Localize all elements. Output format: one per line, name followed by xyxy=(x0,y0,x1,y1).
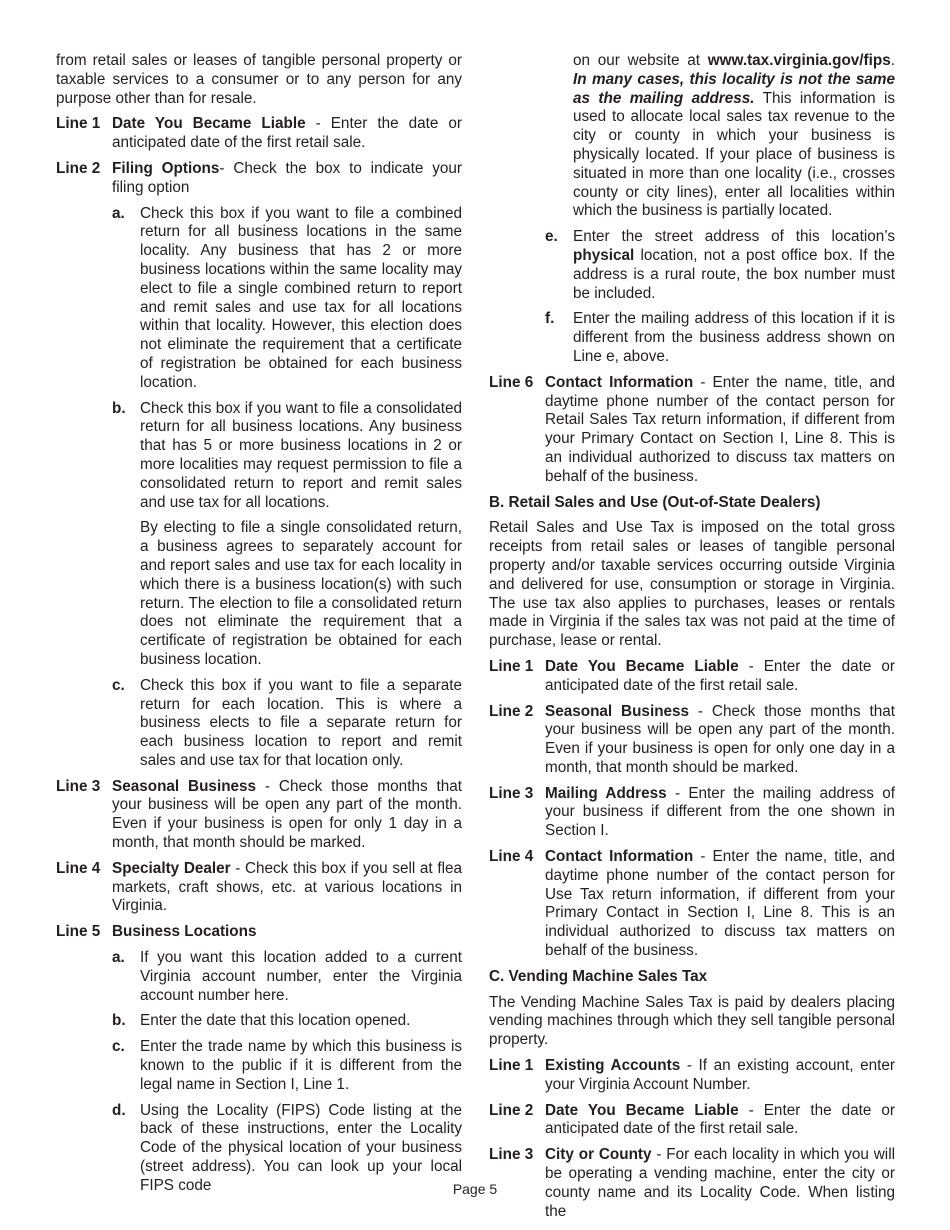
section-b-line-4 xyxy=(489,848,895,961)
location-item-c xyxy=(112,1038,462,1094)
item-text: Enter the mailing address of this location if it is different from the business address shown on Line e, above. xyxy=(573,310,895,365)
item-text: Check this box if you want to file a separate return for each location. This is where a business elects to file a separate return for each business location to report and remit sales and use tax for that location only. xyxy=(140,676,462,769)
line-number: Line 4 xyxy=(56,859,101,877)
text-span: . xyxy=(890,52,895,69)
text-span: on our website at xyxy=(573,52,708,69)
line-number: Line 1 xyxy=(489,657,534,675)
section-b-line-3 xyxy=(489,785,895,841)
line-title: Contact Information xyxy=(545,848,694,866)
item-letter: f. xyxy=(545,310,555,328)
line-4-specialty-dealer xyxy=(56,860,462,916)
line-number: Line 2 xyxy=(489,1101,534,1119)
section-c-heading: C. Vending Machine Sales Tax xyxy=(489,967,708,985)
text-span: Enter the street address of this location’s xyxy=(573,228,895,246)
item-letter: d. xyxy=(112,1101,126,1119)
text-span: This information is used to allocate local sales tax revenue to the city or county in which your business is physically located. If your place of business is situated in more than one locality (i.e., crosses county or city lines), enter all localities within which the business is partially located. xyxy=(573,89,895,220)
section-b-line-2 xyxy=(489,703,895,778)
line-title: Contact Information xyxy=(545,373,694,391)
line-6-contact-information xyxy=(489,374,895,487)
line-title: Date You Became Liable xyxy=(545,1101,739,1119)
emphasis-note: In many cases, this locality is not the same as the mailing address. xyxy=(573,70,895,107)
line-text: - Enter the date or anticipated date of the first retail sale. xyxy=(545,1101,896,1138)
line-title: Existing Accounts xyxy=(545,1057,681,1075)
line-number: Line 1 xyxy=(489,1057,534,1075)
item-letter: a. xyxy=(112,204,125,222)
line-text: - Check the box to indicate your filing option xyxy=(112,159,462,196)
location-item-d-continuation xyxy=(573,52,895,221)
line-text: - Enter the date or anticipated date of the first retail sale. xyxy=(545,657,896,694)
item-letter: c. xyxy=(112,1038,125,1056)
item-letter: a. xyxy=(112,949,125,967)
line-title: Business Locations xyxy=(112,923,257,941)
section-c-line-2 xyxy=(489,1102,895,1140)
filing-option-b xyxy=(112,400,462,513)
intro-paragraph: from retail sales or leases of tangible personal property or taxable services to a consumer or to any person for any purpose other than for resale. xyxy=(56,52,462,107)
location-item-b xyxy=(112,1012,462,1031)
item-text: Enter the trade name by which this business is known to the public if it is different from the legal name in Section I, Line 1. xyxy=(140,1038,462,1093)
line-text: - Check this box if you sell at flea markets, craft shows, etc. at various locations in Virginia. xyxy=(112,859,462,915)
line-2-filing-options xyxy=(56,160,462,198)
fips-url: www.tax.virginia.gov/fips xyxy=(707,52,891,69)
line-number: Line 4 xyxy=(489,848,534,866)
line-title: Specialty Dealer xyxy=(112,859,231,877)
line-number: Line 6 xyxy=(489,373,534,391)
line-text: - Enter the name, title, and daytime phone number of the contact person for Use Tax return information, if different from your Primary Contact in Section I, Line 8. This is an individual authorized to discuss tax matters on behalf of the business. xyxy=(545,848,895,960)
line-5-business-locations xyxy=(56,923,462,942)
item-text: If you want this location added to a current Virginia account number, enter the Virginia account number here. xyxy=(140,949,462,1004)
location-item-e xyxy=(545,228,895,303)
line-number: Line 1 xyxy=(56,115,101,133)
line-text: - Enter the name, title, and daytime phone number of the contact person for Retail Sales Tax return information, if different from your Primary Contact on Section I, Line 8. This is an individual authorized to discuss tax matters on behalf of the business. xyxy=(545,373,895,485)
line-text: - Enter the mailing address of your business if different from the one shown in Section I. xyxy=(545,784,895,840)
line-number: Line 3 xyxy=(56,777,101,795)
line-1-date-liable xyxy=(56,115,462,153)
line-title: Filing Options xyxy=(112,159,220,177)
item-letter: e. xyxy=(545,228,558,246)
section-b-intro: Retail Sales and Use Tax is imposed on the total gross receipts from retail sales or leases of tangible personal property and/or taxable services occurring outside Virginia and delivered for use, consumption or storage in Virginia. The use tax also applies to purchases, leases or rentals made in Virginia if the sales tax was not paid at the time of purchase, lease or rental. xyxy=(489,519,895,650)
line-text: - If an existing account, enter your Virginia Account Number. xyxy=(545,1057,895,1093)
line-3-seasonal-business xyxy=(56,778,462,853)
section-c-line-1 xyxy=(489,1057,895,1095)
filing-option-a xyxy=(112,205,462,393)
line-number: Line 2 xyxy=(56,159,101,177)
item-text xyxy=(573,228,895,303)
line-title: Seasonal Business xyxy=(545,702,690,720)
item-letter: c. xyxy=(112,676,125,694)
line-text: - For each locality in which you will be operating a vending machine, enter the city or county name and its Locality Code. When listing the xyxy=(545,1146,895,1220)
section-b-line-1 xyxy=(489,658,895,696)
line-text: - Check those months that your business will be open any part of the month. Even if your business is open for only one day in a month, that month should be marked. xyxy=(545,702,895,776)
item-letter: b. xyxy=(112,1012,126,1030)
page-number: Page 5 xyxy=(452,1181,498,1197)
item-letter: b. xyxy=(112,399,126,417)
item-text: Using the Locality (FIPS) Code listing at the back of these instructions, enter the Locality Code of the physical location of your business (street address). You can look up your local FIPS code xyxy=(140,1101,462,1194)
filing-option-b-continuation: By electing to file a single consolidated return, a business agrees to separately account for and report sales and use tax for each locality in which there is a business location(s) with such return. The election to file a consolidated return does not eliminate the requirement that a certificate of registration be obtained for each business location. xyxy=(140,519,462,668)
line-title: Date You Became Liable xyxy=(112,115,306,133)
location-item-a xyxy=(112,949,462,1005)
bold-word: physical xyxy=(573,246,635,264)
line-number: Line 2 xyxy=(489,702,534,720)
line-title: Mailing Address xyxy=(545,784,667,802)
item-text: Check this box if you want to file a combined return for all business locations in the same locality. Any business that has 2 or more business locations within the same locality may elect to file a single combined return to report and remit sales and use tax for all locations within that locality. However, this election does not eliminate the requirement that a certificate of registration be obtained for each business location. xyxy=(140,204,462,391)
line-number: Line 3 xyxy=(489,784,534,802)
line-text: - Enter the date or anticipated date of the first retail sale. xyxy=(112,115,463,152)
line-title: Seasonal Business xyxy=(112,777,257,795)
line-title: City or County xyxy=(545,1146,652,1164)
text-span: location, not a post office box. If the address is a rural route, the box number must be included. xyxy=(573,246,895,302)
item-text: Enter the date that this location opened. xyxy=(140,1012,411,1030)
right-column xyxy=(489,52,895,1228)
filing-option-c xyxy=(112,677,462,771)
line-number: Line 5 xyxy=(56,923,101,941)
line-title: Date You Became Liable xyxy=(545,657,739,675)
location-item-f xyxy=(545,310,895,366)
item-text: Check this box if you want to file a consolidated return for all business locations. Any business that has 5 or more business locations in 2 or more localities may request permission to file a consolidated return to report and remit sales and use tax for all locations. xyxy=(140,399,462,511)
line-number: Line 3 xyxy=(489,1146,534,1164)
left-column xyxy=(56,52,462,1203)
section-b-heading: B. Retail Sales and Use (Out-of-State Dealers) xyxy=(489,493,821,511)
line-text: - Check those months that your business will be open any part of the month. Even if your business is open for only 1 day in a month, that month should be marked. xyxy=(112,777,462,852)
section-c-intro: The Vending Machine Sales Tax is paid by dealers placing vending machines through which they sell tangible personal property. xyxy=(489,993,895,1049)
